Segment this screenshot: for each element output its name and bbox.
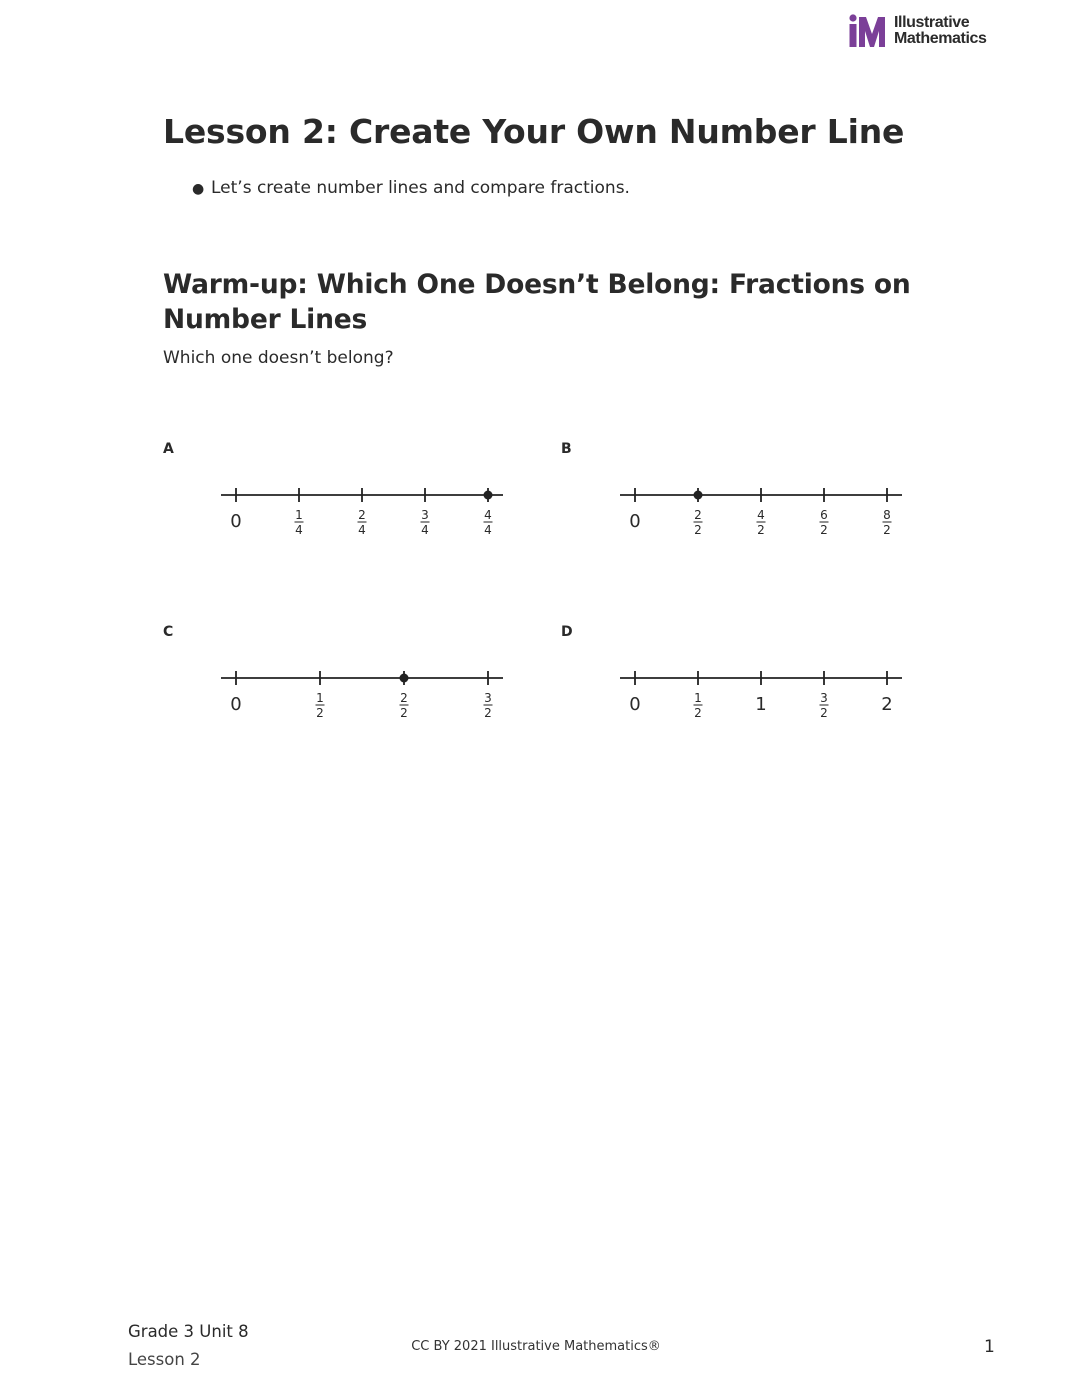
panel-label-a: A [163,441,174,457]
fraction-numerator: 2 [358,508,366,522]
fraction-numerator: 8 [883,508,891,522]
fraction-denominator: 2 [820,523,828,537]
tick-label [755,694,766,715]
tick-label [881,694,892,715]
lesson-title: Lesson 2: Create Your Own Number Line [163,112,905,151]
whole-number-label: 0 [629,511,641,532]
tick-label [694,691,703,720]
whole-number-label: 1 [755,694,767,715]
fraction-denominator: 2 [820,706,828,720]
fraction-denominator: 4 [295,523,303,537]
fraction-numerator: 1 [316,691,324,705]
fraction-denominator: 4 [484,523,492,537]
fraction-numerator: 1 [295,508,303,522]
bullet-icon: ● [192,181,205,197]
fraction-numerator: 3 [820,691,828,705]
footer-page-number: 1 [984,1337,995,1357]
footer-unit: Grade 3 Unit 8 [128,1322,249,1341]
panel-label-d: D [561,624,573,640]
learning-goal-text: Let’s create number lines and compare fractions. [211,178,630,198]
panel-label-c: C [163,624,174,640]
panel-label-b: B [561,441,572,457]
fraction-numerator: 6 [820,508,828,522]
fraction-denominator: 2 [883,523,891,537]
warmup-heading: Warm-up: Which One Doesn’t Belong: Fractions on Number Lines [163,269,911,335]
fraction-denominator: 2 [757,523,765,537]
whole-number-label: 0 [230,511,242,532]
whole-number-label: 2 [881,694,893,715]
fraction-denominator: 2 [484,706,492,720]
tick-label [629,694,640,715]
fraction-numerator: 2 [400,691,408,705]
fraction-numerator: 3 [484,691,492,705]
fraction-denominator: 4 [421,523,429,537]
warmup-prompt: Which one doesn’t belong? [163,348,394,368]
fraction-denominator: 2 [694,523,702,537]
fraction-numerator: 3 [421,508,429,522]
logo-line-1: Illustrative [894,14,970,31]
fraction-denominator: 2 [400,706,408,720]
fraction-denominator: 4 [358,523,366,537]
whole-number-label: 0 [629,694,641,715]
fraction-numerator: 1 [694,691,702,705]
footer-copyright: CC BY 2021 Illustrative Mathematics® [411,1339,661,1354]
fraction-denominator: 2 [694,706,702,720]
fraction-numerator: 4 [757,508,765,522]
fraction-numerator: 4 [484,508,492,522]
fraction-denominator: 2 [316,706,324,720]
tick-label [820,691,829,720]
logo-line-2: Mathematics [894,30,987,47]
whole-number-label: 0 [230,694,242,715]
fraction-numerator: 2 [694,508,702,522]
footer-lesson: Lesson 2 [128,1350,201,1369]
